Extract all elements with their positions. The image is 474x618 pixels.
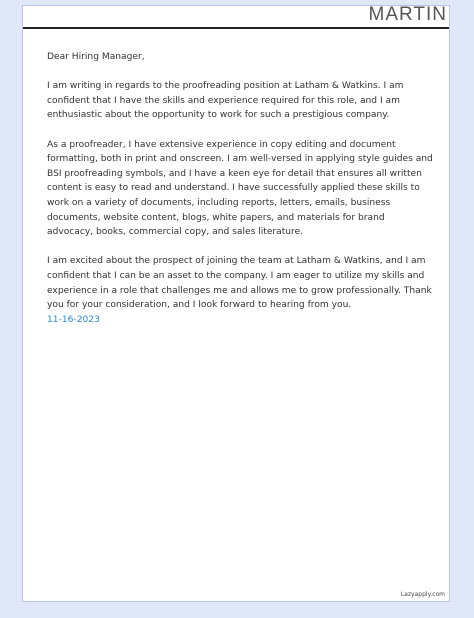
footer-watermark: Lazyapply.com (400, 591, 445, 598)
letter-body (47, 50, 433, 327)
letter-paragraph-3: I am excited about the prospect of joining the team at Latham & Watkins, and I am confident that I can be an asset to the company. I am eager to utilize my skills and experience in a role that challenges me and allows me to grow professionally. Thank you for your consideration, and I look forward to hearing from you. (47, 256, 432, 311)
letter-paragraph-2: As a proofreader, I have extensive experience in copy editing and document formatting, both in print and onscreen. I am well-versed in applying style guides and BSI proofreading symbols, and I have a keen eye for detail that ensures all written content is easy to read and understand. I have successfully applied these skills to work on a variety of documents, including reports, letters, emails, business documents, website content, blogs, white papers, and materials for brand advocacy, books, commercial copy, and sales literature. (47, 139, 433, 238)
header-name: MARTIN (368, 4, 447, 25)
letter-page (22, 5, 450, 602)
letter-salutation: Dear Hiring Manager, (47, 52, 145, 62)
header-rule (23, 27, 449, 29)
letter-date: 11-16-2023 (47, 314, 100, 325)
letter-paragraph-1: I am writing in regards to the proofreading position at Latham & Watkins. I am confident that I have the skills and experience required for this role, and I am enthusiastic about the opportunity to work for such a prestigious company. (47, 81, 404, 121)
